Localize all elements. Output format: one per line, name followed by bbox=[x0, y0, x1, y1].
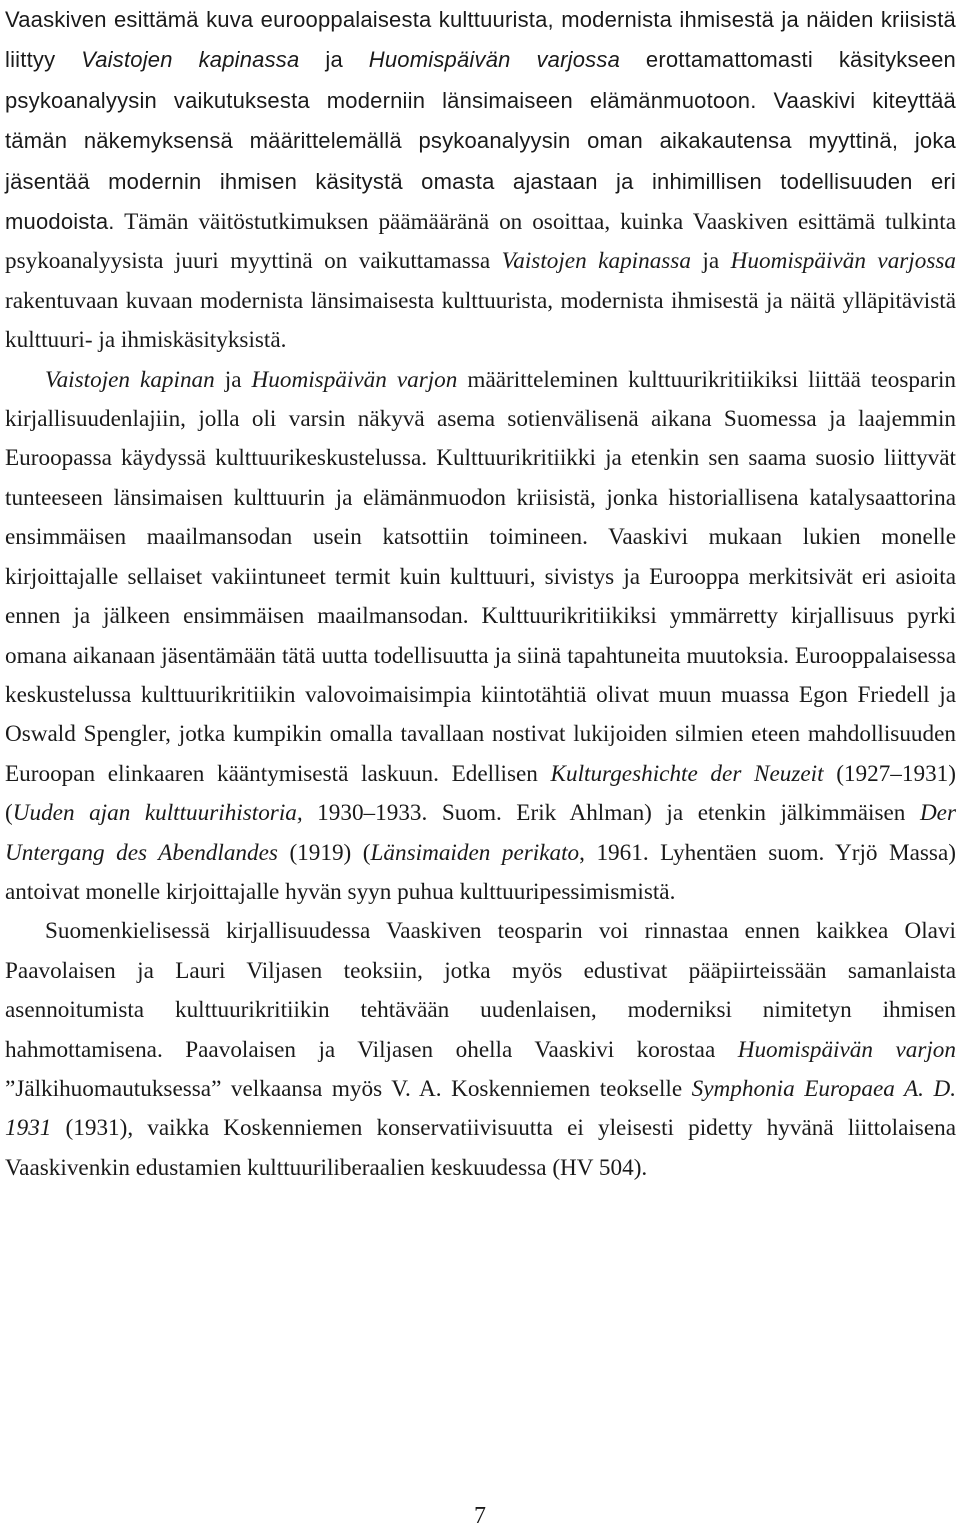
italic-title: Vaistojen kapinassa bbox=[501, 248, 691, 275]
text-run: ja bbox=[690, 248, 731, 275]
text-run: , 1961. Lyhentäen suom. Yrjö Massa) antoivat monelle kirjoittajalle hyvän syyn puhua kulttuuripessimismistä. bbox=[5, 839, 956, 905]
text-run: Suomenkielisessä kirjallisuudessa Vaaskiven teosparin voi rinnastaa ennen kaikkea Olavi Paavolaisen ja Lauri Viljasen teoksiin, jotka myös edustivat pääpiirteissään samanlaista asennoitumista kulttuurikritiikin tehtävään uudenlaisen, moderniksi nimitetyn ihmisen hahmottamisena. Paavolaisen ja Viljasen ohella Vaaskivi korostaa bbox=[5, 918, 956, 1063]
italic-title: Vaistojen kapinassa bbox=[81, 47, 300, 73]
text-run: ja bbox=[214, 366, 252, 393]
italic-title: Huomispäivän varjossa bbox=[730, 248, 956, 275]
document-body bbox=[5, 0, 956, 1188]
italic-title: Huomispäivän varjon bbox=[251, 366, 458, 393]
italic-title: Huomispäivän varjossa bbox=[368, 47, 621, 73]
italic-title: Länsimaiden perikato bbox=[370, 839, 580, 866]
text-run: (1927–1931) ( bbox=[5, 760, 956, 827]
text-run: erottamattomasti käsitykseen psykoanalyysin vaikutuksesta moderniin länsimaiseen elämänmuotoon. Vaaskivi kiteyttää tämän näkemyksensä määrittelemällä psykoanalyysin oman aikakautensa myyttinä, joka jäsentää modernin ihmisen käsitystä omasta ajastaan ja inhimillisen todellisuuden eri muodoista. bbox=[5, 47, 956, 235]
text-run: (1919) ( bbox=[277, 839, 371, 866]
text-run: Vaaskiven esittämä kuva eurooppalaisesta kulttuurista, modernista ihmisestä ja näiden kriisistä liittyy bbox=[5, 7, 956, 73]
italic-title: Symphonia Europaea A. D. 1931 bbox=[5, 1075, 956, 1142]
page-number: 7 bbox=[474, 1503, 486, 1529]
paragraph-3 bbox=[5, 912, 956, 1188]
italic-title: Der Untergang des Abendlandes bbox=[5, 800, 956, 866]
paragraph-2 bbox=[5, 361, 956, 913]
text-run: Tämän väitöstutkimuksen päämääränä on osoittaa, kuinka Vaaskiven esittämä tulkinta psykoanalyysista juuri myyttinä on vaikuttamassa bbox=[5, 209, 956, 275]
text-run: rakentuvaan kuvaan modernista länsimaisesta kulttuurista, modernista ihmisestä ja näitä ylläpitävistä kulttuuri- ja ihmiskäsityksistä. bbox=[5, 287, 956, 354]
text-run: ”Jälkihuomautuksessa” velkaansa myös V. A. Koskenniemen teokselle bbox=[5, 1075, 692, 1102]
text-run: (1931), vaikka Koskenniemen konservatiivisuutta ei yleisesti pidetty hyvänä liittolaisena Vaaskivenkin edustamien kulttuuriliberaalien keskuudessa (HV 504). bbox=[5, 1115, 956, 1181]
italic-title: Vaistojen kapinan bbox=[45, 366, 215, 393]
italic-title: Kulturgeshichte der Neuzeit bbox=[550, 760, 824, 787]
text-run: 1930–1933. Suom. Erik Ahlman) ja etenkin jälkimmäisen bbox=[302, 800, 920, 827]
text-run: määritteleminen kulttuurikritiikiksi liittää teosparin kirjallisuudenlajiin, jolla oli varsin näkyvä asema sotienvälisenä aikana Suomessa ja laajemmin Euroopassa käydyssä kulttuurikeskustelussa. Kulttuurikritiikki ja etenkin sen saama suosio liittyvät tunteeseen länsimaisen kulttuurin ja elämänmuodon kriisistä, jonka historiallisena katalysaattorina ensimmäisen maailmansodan usein katsottiin toimineen. Vaaskivi mukaan lukien monelle kirjoittajalle sellaiset vakiintuneet termit kuin kulttuuri, sivistys ja Eurooppa merkitsivät eri asioita ennen ja jälkeen ensimmäisen maailmansodan. Kulttuurikritiikiksi ymmärretty kirjallisuus pyrki omana aikanaan jäsentämään tätä uutta todellisuutta ja siinä tapahtuneita muutoksia. Eurooppalaisessa keskustelussa kulttuurikritiikin valovoimaisimpia kiintotähtiä olivat muun muassa Egon Friedell ja Oswald Spengler, jotka kumpikin omalla tavallaan nostivat lukijoiden silmien eteen mahdollisuuden Euroopan elinkaaren kääntymisestä laskuun. Edellisen bbox=[5, 366, 956, 787]
italic-title: Huomispäivän varjon bbox=[737, 1036, 956, 1063]
italic-title: Uuden ajan kulttuurihistoria, bbox=[12, 800, 303, 827]
paragraph-1 bbox=[5, 0, 956, 361]
text-run: ja bbox=[299, 47, 369, 73]
